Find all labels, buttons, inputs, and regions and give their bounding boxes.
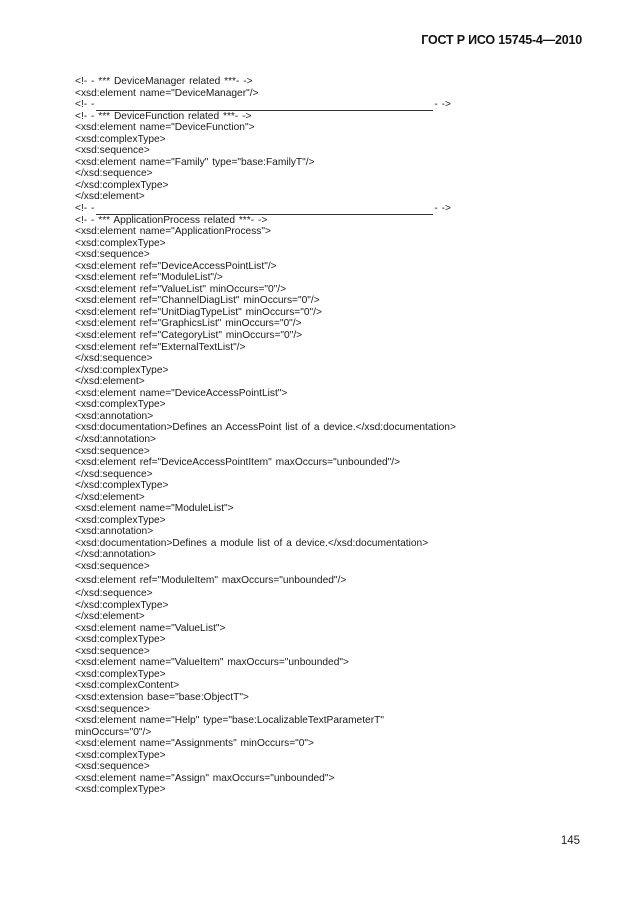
code-line: <xsd:annotation> bbox=[75, 526, 154, 538]
code-line: <xsd:element name="Help" type="base:LocalizableTextParameterT" bbox=[75, 715, 384, 727]
code-line: <xsd:sequence> bbox=[75, 645, 150, 657]
code-line: <xsd:documentation>Defines an AccessPoint list of a device.</xsd:documentation> bbox=[75, 422, 456, 434]
rule-start: <!- - bbox=[75, 203, 95, 215]
code-line: minOccurs="0"/> bbox=[75, 726, 152, 738]
rule-end: - -> bbox=[434, 99, 451, 111]
rule-start: <!- - bbox=[75, 99, 95, 111]
code-line: <!- - *** DeviceFunction related ***- -> bbox=[75, 110, 252, 122]
comment-separator-rule bbox=[75, 203, 595, 215]
code-line: <xsd:complexContent> bbox=[75, 680, 180, 692]
code-line: </xsd:complexType> bbox=[75, 599, 169, 611]
code-line: </xsd:sequence> bbox=[75, 588, 153, 600]
code-line: <xsd:sequence> bbox=[75, 761, 150, 773]
code-line: <xsd:complexType> bbox=[75, 133, 166, 145]
code-line: <xsd:sequence> bbox=[75, 445, 150, 457]
code-line: </xsd:element> bbox=[75, 376, 145, 388]
code-line: <xsd:extension base="base:ObjectT"> bbox=[75, 691, 249, 703]
code-line: <xsd:element ref="ModuleItem" maxOccurs="unbounded"/> bbox=[75, 574, 347, 586]
code-line: </xsd:element> bbox=[75, 491, 145, 503]
code-line: <xsd:sequence> bbox=[75, 249, 150, 261]
code-line: </xsd:complexType> bbox=[75, 480, 169, 492]
code-line: </xsd:annotation> bbox=[75, 549, 156, 561]
code-line: <xsd:element name="ApplicationProcess"> bbox=[75, 226, 271, 238]
code-line: <xsd:element name="DeviceAccessPointList"> bbox=[75, 387, 288, 399]
code-line: <xsd:element ref="ChannelDiagList" minOccurs="0"/> bbox=[75, 295, 320, 307]
code-line: <xsd:element name="Assign" maxOccurs="unbounded"> bbox=[75, 772, 335, 784]
code-line: </xsd:sequence> bbox=[75, 353, 153, 365]
code-line: <xsd:sequence> bbox=[75, 145, 150, 157]
code-line: <xsd:element name="ValueItem" maxOccurs="unbounded"> bbox=[75, 657, 349, 669]
rule-line bbox=[96, 205, 433, 215]
code-line: <xsd:sequence> bbox=[75, 703, 150, 715]
code-line: <xsd:element name="Assignments" minOccurs="0"> bbox=[75, 738, 314, 750]
page-number: 145 bbox=[560, 835, 580, 847]
code-line: </xsd:sequence> bbox=[75, 168, 153, 180]
code-line: <xsd:complexType> bbox=[75, 634, 166, 646]
code-line: <xsd:element name="ModuleList"> bbox=[75, 503, 234, 515]
comment-separator-rule bbox=[75, 99, 595, 111]
code-line: <xsd:complexType> bbox=[75, 668, 166, 680]
code-line: <xsd:element ref="GraphicsList" minOccurs="0"/> bbox=[75, 318, 302, 330]
code-line: </xsd:element> bbox=[75, 611, 145, 623]
code-line: <xsd:element ref="DeviceAccessPointItem" maxOccurs="unbounded"/> bbox=[75, 457, 401, 469]
code-line: <xsd:complexType> bbox=[75, 237, 166, 249]
code-line: <xsd:complexType> bbox=[75, 784, 166, 796]
xsd-code-listing bbox=[75, 76, 595, 796]
code-line: <xsd:element ref="CategoryList" minOccurs="0"/> bbox=[75, 330, 303, 342]
code-line: </xsd:element> bbox=[75, 191, 145, 203]
code-line: <xsd:complexType> bbox=[75, 399, 166, 411]
code-line: <xsd:element ref="UnitDiagTypeList" minOccurs="0"/> bbox=[75, 306, 322, 318]
code-line: <xsd:complexType> bbox=[75, 749, 166, 761]
rule-line bbox=[96, 101, 433, 111]
code-line: </xsd:complexType> bbox=[75, 364, 169, 376]
code-line: <xsd:documentation>Defines a module list of a device.</xsd:documentation> bbox=[75, 537, 429, 549]
code-line: <!- - *** ApplicationProcess related ***- -> bbox=[75, 214, 268, 226]
code-line: <xsd:element ref="ValueList" minOccurs="0"/> bbox=[75, 283, 287, 295]
standard-designation: ГОСТ Р ИСО 15745-4—2010 bbox=[421, 33, 582, 47]
code-line: <!- - *** DeviceManager related ***- -> bbox=[75, 76, 253, 87]
code-line: <xsd:complexType> bbox=[75, 514, 166, 526]
code-line: <xsd:element ref="DeviceAccessPointList"/> bbox=[75, 260, 277, 272]
code-line: <xsd:element name="Family" type="base:FamilyT"/> bbox=[75, 156, 315, 168]
code-line: <xsd:element name="DeviceManager"/> bbox=[75, 87, 259, 99]
code-line: <xsd:sequence> bbox=[75, 560, 150, 572]
code-line: <xsd:element ref="ExternalTextList"/> bbox=[75, 341, 246, 353]
rule-end: - -> bbox=[434, 203, 451, 215]
code-line: <xsd:element name="ValueList"> bbox=[75, 622, 226, 634]
code-line: </xsd:sequence> bbox=[75, 468, 153, 480]
code-line: <xsd:element name="DeviceFunction"> bbox=[75, 122, 255, 134]
code-line: <xsd:element ref="ModuleList"/> bbox=[75, 272, 223, 284]
code-line: <xsd:annotation> bbox=[75, 410, 154, 422]
code-line: </xsd:annotation> bbox=[75, 433, 156, 445]
code-line: </xsd:complexType> bbox=[75, 179, 169, 191]
